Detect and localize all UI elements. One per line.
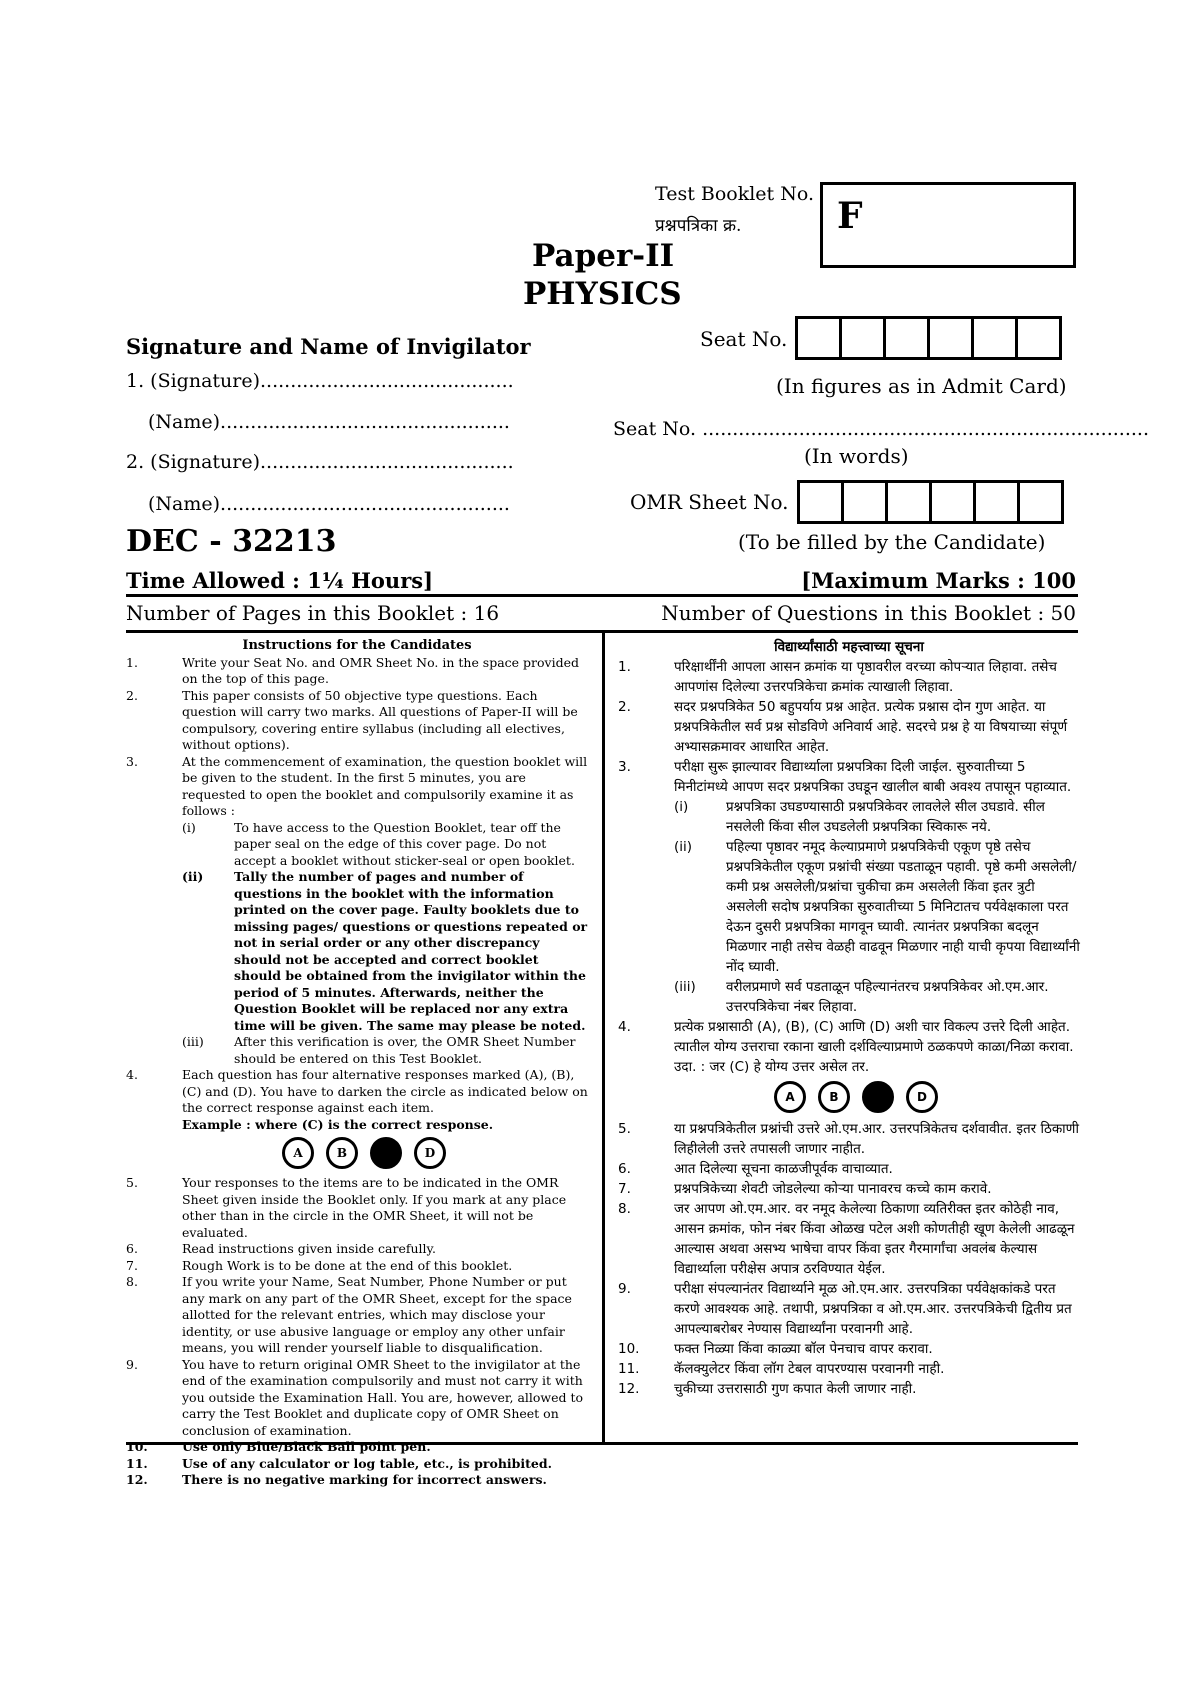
- bubble-a: A: [282, 1137, 314, 1169]
- sub-item: (iii) वरीलप्रमाणे सर्व पडताळून पहिल्यानंतरच प्रश्नपत्रिकेवर ओ.एम.आर. उत्तरपत्रिकेचा नंबर लिहावा.: [674, 979, 1049, 1015]
- invigilator-name-2: (Name)................................................: [148, 493, 510, 515]
- seat-digit-box[interactable]: [839, 316, 886, 360]
- list-item: 6. Read instructions given inside carefully.: [126, 1241, 436, 1256]
- seat-digit-box[interactable]: [883, 316, 930, 360]
- list-item: 12. There is no negative marking for incorrect answers.: [126, 1472, 547, 1487]
- bubble-a: A: [774, 1081, 806, 1113]
- list-item: 7. प्रश्नपत्रिकेच्या शेवटी जोडलेल्या कोऱ्या पानावरच कच्चे काम करावे.: [618, 1181, 992, 1197]
- booklet-code-box: [820, 182, 1076, 268]
- omr-digit-box[interactable]: [1017, 480, 1064, 524]
- list-item: 1. Write your Seat No. and OMR Sheet No. in the space provided on the top of this page.: [126, 654, 580, 686]
- list-item: 3. परीक्षा सुरू झाल्यावर विद्यार्थ्याला प्रश्नपत्रिका दिली जाईल. सुरुवातीच्या 5 मिनीटांमध्ये आपण सदर प्रश्नपत्रिका उघडून खालील बाबी अवश्य तपासून पहाव्यात. (i) प्रश्नपत्रिका उघडण्यासाठी प्रश्नपत्रिकेवर लावलेले सील उघडावे. सील नसलेली किंवा सील उघडलेली प्रश्नपत्रिका स्विकारू नये. (ii) पहिल्या पृष्ठावर नमूद केल्याप्रमाणे प्रश्नपत्रिकेची एकूण पृष्ठे तसेच प्रश्नपत्रिकेतील एकूण प्रश्नांची संख्या पडताळून पहावी. पृष्ठे कमी असलेली/कमी प्रश्न असलेली/प्रश्नांचा चुकीचा क्रम असलेली किंवा इतर त्रुटी असलेली सदोष प्रश्नपत्रिका सुरुवातीच्या 5 मिनिटातच पर्यवेक्षकाला परत देऊन दुसरी प्रश्नपत्रिका मागवून घ्यावी. त्यानंतर प्रश्नपत्रिका बदलून मिळणार नाही तसेच वेळही वाढवून मिळणार नाही याची कृपया विद्यार्थ्यांनी नोंद घ्यावी. (iii) वरीलप्रमाणे सर्व पडताळून पहिल्यानंतरच प्रश्नपत्रिकेवर ओ.एम.आर. उत्तरपत्रिकेचा नंबर लिहावा.: [618, 759, 1080, 1015]
- bubble-d: D: [414, 1137, 446, 1169]
- list-item: 7. Rough Work is to be done at the end of this booklet.: [126, 1257, 513, 1273]
- list-item: 5. या प्रश्नपत्रिकेतील प्रश्नांची उत्तरे ओ.एम.आर. उत्तरपत्रिकेतच दर्शवावीत. इतर ठिकाणी लिहीलेली उत्तरे तपासली जाणार नाहीत.: [618, 1121, 1079, 1157]
- seat-no-words: Seat No. ..........................................................................: [613, 418, 1149, 440]
- instructions-english-title: Instructions for the Candidates: [242, 638, 472, 653]
- list-item: 9. You have to return original OMR Sheet to the invigilator at the end of the examination compulsorily and must not carry it with you outside the Examination Hall. You are, however, allowed to carry the Test Booklet and duplicate copy of OMR Sheet on conclusion of examination.: [126, 1356, 584, 1438]
- list-item: 8. If you write your Name, Seat Number, Phone Number or put any mark on any part of the OMR Sheet, except for the space allotted for the relevant entries, which may disclose your identity, or use abusive language or employ any other unfair means, you will render yourself liable to disqualification.: [126, 1274, 572, 1355]
- seat-digit-box[interactable]: [971, 316, 1018, 360]
- booklet-no-label-en: Test Booklet No.: [655, 183, 814, 205]
- omr-sheet-boxes[interactable]: [797, 480, 1064, 524]
- questions-count: Number of Questions in this Booklet : 50: [661, 601, 1076, 625]
- list-item: 4. प्रत्येक प्रश्नासाठी (A), (B), (C) आणि (D) अशी चार विकल्प उत्तरे दिली आहेत. त्यातील योग्य उत्तराचा रकाना खाली दर्शविल्याप्रमाणे ठळकपणे काळा/निळा करावा. उदा. : जर (C) हे योग्य उत्तर असेल तर. A B D: [618, 1017, 1080, 1119]
- list-item: 12. चुकीच्या उत्तरासाठी गुण कपात केली जाणार नाही.: [618, 1381, 917, 1397]
- sub-item: (ii) पहिल्या पृष्ठावर नमूद केल्याप्रमाणे प्रश्नपत्रिकेची एकूण पृष्ठे तसेच प्रश्नपत्रिकेतील एकूण प्रश्नांची संख्या पडताळून पहावी. पृष्ठे कमी असलेली/कमी प्रश्न असलेली/प्रश्नांचा चुकीचा क्रम असलेली किंवा इतर त्रुटी असलेली सदोष प्रश्नपत्रिका सुरुवातीच्या 5 मिनिटातच पर्यवेक्षकाला परत देऊन दुसरी प्रश्नपत्रिका मागवून घ्यावी. त्यानंतर प्रश्नपत्रिका बदलून मिळणार नाही तसेच वेळही वाढवून मिळणार नाही याची कृपया विद्यार्थ्यांनी नोंद घ्यावी.: [674, 839, 1080, 975]
- example-bubbles-marathi: [774, 1081, 1080, 1113]
- omr-digit-box[interactable]: [885, 480, 932, 524]
- instructions-marathi-title: विद्यार्थ्यांसाठी महत्त्वाच्या सूचना: [774, 639, 924, 655]
- bubble-b: B: [326, 1137, 358, 1169]
- bubble-c-filled: [370, 1137, 402, 1169]
- instructions-marathi: [618, 637, 1080, 1399]
- list-item: 11. Use of any calculator or log table, etc., is prohibited.: [126, 1455, 552, 1471]
- booklet-no-label-mr: प्रश्नपत्रिका क्र.: [655, 216, 742, 236]
- list-item: 2. This paper consists of 50 objective type questions. Each question will carry two marks. All questions of Paper-II will be compulsory, covering entire syllabus (including all electives, without options).: [126, 687, 578, 752]
- booklet-code: F: [837, 195, 863, 237]
- omr-digit-box[interactable]: [841, 480, 888, 524]
- list-item: 3. At the commencement of examination, the question booklet will be given to the student. In the first 5 minutes, you are requested to open the booklet and compulsorily examine it as follows : (i) To have access to the Question Booklet, tear off the paper seal on the edge of this cover page. Do not accept a booklet without sticker-seal or open booklet. (ii) Tally the number of pages and number of questions in the booklet with the information printed on the cover page. Faulty booklets due to missing pages/ questions or questions repeated or not in serial order or any other discrepancy should not be accepted and correct booklet should be obtained from the invigilator within the period of 5 minutes. Afterwards, neither the Question Booklet will be replaced nor any extra time will be given. The same may please be noted. (iii) After this verification is over, the OMR Sheet Number should be entered on this Test Booklet.: [126, 753, 588, 1066]
- seat-no-boxes[interactable]: [795, 316, 1062, 360]
- list-item: 6. आत दिलेल्या सूचना काळजीपूर्वक वाचाव्यात.: [618, 1161, 893, 1177]
- list-item: 8. जर आपण ओ.एम.आर. वर नमूद केलेल्या ठिकाणा व्यतिरीक्त इतर कोठेही नाव, आसन क्रमांक, फोन नंबर किंवा ओळख पटेल अशी कोणतीही खूण केलेली आढळून आल्यास अथवा असभ्य भाषेचा वापर किंवा इतर गैरमार्गांचा अवलंब केल्यास विद्यार्थ्याला परीक्षेस अपात्र ठरविण्यात येईल.: [618, 1201, 1075, 1277]
- subject-title: PHYSICS: [523, 276, 682, 312]
- omr-digit-box[interactable]: [929, 480, 976, 524]
- instructions-english: [126, 638, 588, 1489]
- omr-sheet-label: OMR Sheet No.: [630, 490, 789, 514]
- sub-item: (i) प्रश्नपत्रिका उघडण्यासाठी प्रश्नपत्रिकेवर लावलेले सील उघडावे. सील नसलेली किंवा सील उघडलेली प्रश्नपत्रिका स्विकारू नये.: [674, 799, 1045, 835]
- seat-digit-box[interactable]: [927, 316, 974, 360]
- bubble-d: D: [906, 1081, 938, 1113]
- list-item: 10. फक्त निळ्या किंवा काळ्या बॉल पेनचाच वापर करावा.: [618, 1341, 933, 1357]
- words-note: (In words): [804, 444, 909, 468]
- bubble-b: B: [818, 1081, 850, 1113]
- example-bubbles: [282, 1137, 588, 1169]
- seat-no-label: Seat No.: [700, 327, 788, 351]
- maximum-marks: [Maximum Marks : 100: [801, 568, 1076, 593]
- invigilator-heading: Signature and Name of Invigilator: [126, 334, 531, 359]
- list-item: 11. कॅलक्युलेटर किंवा लॉग टेबल वापरण्यास परवानगी नाही.: [618, 1361, 945, 1377]
- list-item: 10. Use only Blue/Black Ball point pen.: [126, 1439, 431, 1454]
- paper-title: Paper-II: [532, 238, 675, 274]
- filled-by-note: (To be filled by the Candidate): [738, 530, 1046, 554]
- omr-digit-box[interactable]: [973, 480, 1020, 524]
- list-item: 1. परिक्षार्थींनी आपला आसन क्रमांक या पृष्ठावरील वरच्या कोपऱ्यात लिहावा. तसेच आपणांस दिलेल्या उत्तरपत्रिकेचा क्रमांक त्याखाली लिहावा.: [618, 659, 1057, 695]
- seat-digit-box[interactable]: [1015, 316, 1062, 360]
- list-item: 5. Your responses to the items are to be indicated in the OMR Sheet given inside the Booklet only. If you mark at any place other than in the circle in the OMR Sheet, it will not be evaluated.: [126, 1175, 567, 1240]
- seat-digit-box[interactable]: [795, 316, 842, 360]
- omr-digit-box[interactable]: [797, 480, 844, 524]
- divider-top: [126, 594, 1078, 597]
- invigilator-signature-1: 1. (Signature)..........................................: [126, 370, 514, 392]
- sub-item: (i) To have access to the Question Booklet, tear off the paper seal on the edge of this cover page. Do not accept a booklet without sticker-seal or open booklet.: [182, 819, 575, 868]
- bubble-c-filled: [862, 1081, 894, 1113]
- list-item: 9. परीक्षा संपल्यानंतर विद्यार्थ्याने मूळ ओ.एम.आर. उत्तरपत्रिका पर्यवेक्षकांकडे परत करणे आवश्यक आहे. तथापी, प्रश्नपत्रिका व ओ.एम.आर. उत्तरपत्रिकेची द्वितीय प्रत आपल्याबरोबर नेण्यास विद्यार्थ्यांना परवानगी आहे.: [618, 1281, 1072, 1337]
- pages-count: Number of Pages in this Booklet : 16: [126, 601, 500, 625]
- sub-item: (iii) After this verification is over, the OMR Sheet Number should be entered on this Test Booklet.: [182, 1034, 576, 1066]
- time-allowed: Time Allowed : 1¼ Hours]: [126, 568, 434, 593]
- list-item: 4. Each question has four alternative responses marked (A), (B), (C) and (D). You have to darken the circle as indicated below on the correct response against each item. Example : where (C) is the correct response. A B D: [126, 1067, 588, 1175]
- invigilator-signature-2: 2. (Signature)..........................................: [126, 451, 514, 473]
- divider-columns-middle: [602, 632, 605, 1444]
- list-item: 2. सदर प्रश्नपत्रिकेत 50 बहुपर्याय प्रश्न आहेत. प्रत्येक प्रश्नास दोन गुण आहेत. या प्रश्नपत्रिकेतील सर्व प्रश्न सोडविणे अनिवार्य आहे. सदरचे प्रश्न हे या विषयाच्या संपूर्ण अभ्यासक्रमावर आधारित आहेत.: [618, 699, 1068, 755]
- exam-code: DEC - 32213: [126, 524, 337, 559]
- figures-note: (In figures as in Admit Card): [776, 374, 1067, 398]
- invigilator-name-1: (Name)................................................: [148, 411, 510, 433]
- sub-item: (ii) Tally the number of pages and number of questions in the booklet with the information printed on the cover page. Faulty booklets due to missing pages/ questions or questions repeated or not in serial order or any other discrepancy should not be accepted and correct booklet should be obtained from the invigilator within the period of 5 minutes. Afterwards, neither the Question Booklet will be replaced nor any extra time will be given. The same may please be noted.: [182, 869, 588, 1033]
